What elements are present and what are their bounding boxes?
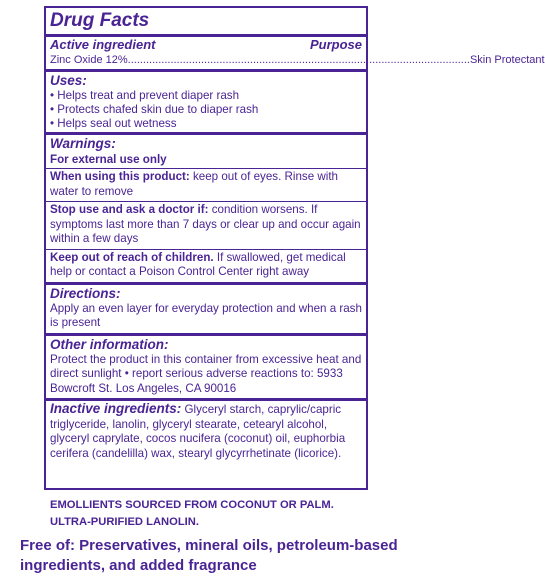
uses-header: Uses: [50, 73, 87, 88]
uses-item: • Helps seal out wetness [50, 117, 177, 130]
external-use-note: For external use only [50, 153, 167, 166]
uses-item: • Helps treat and prevent diaper rash [50, 89, 240, 102]
uses-section [46, 72, 366, 135]
drug-facts-title: Drug Facts [50, 10, 150, 31]
keep-out-section [46, 250, 366, 285]
keep-out-text: If swallowed, get medical help or contact a Poison Control Center right away [50, 250, 346, 278]
when-using-paragraph [50, 170, 362, 199]
dot-leader: ................................................................................................................ [127, 54, 470, 66]
purpose-header: Purpose [309, 37, 362, 52]
stop-use-label: Stop use and ask a doctor if: [50, 203, 209, 216]
active-ingredient-header-row [50, 37, 362, 53]
when-using-text: keep out of eyes. Rinse with water to remove [50, 170, 338, 198]
free-of-statement: Free of: Preservatives, mineral oils, petroleum-based ingredients, and added fragrance [20, 537, 398, 574]
keep-out-label: Keep out of reach of children. [50, 250, 214, 264]
directions-section [46, 285, 366, 336]
warnings-header-section [46, 135, 366, 169]
warnings-header: Warnings: [50, 136, 116, 151]
directions-text: Apply an even layer for everyday protection and when a rash is present [50, 301, 362, 329]
other-information-text: Protect the product in this container from excessive heat and direct sunlight • report serious adverse reactions to: 5933 Bowcroft St. Los Angeles, CA 90016 [50, 352, 362, 395]
keep-out-paragraph [50, 251, 362, 280]
stop-use-text: condition worsens. If symptoms last more than 7 days or clear up and occur again within a few days [50, 203, 361, 245]
emollients-line: ULTRA-PURIFIED LANOLIN. [50, 516, 199, 528]
other-information-header: Other information: [50, 336, 169, 352]
drug-facts-title-section [46, 8, 366, 37]
ingredient-name: Zinc Oxide 12% [50, 54, 128, 66]
active-ingredient-section [46, 37, 545, 72]
stop-use-paragraph [50, 203, 362, 247]
inactive-ingredients-label: Inactive ingredients: [50, 401, 182, 416]
directions-header: Directions: [50, 285, 121, 301]
inactive-ingredients-text: Glyceryl starch, caprylic/capric triglyceride, lanolin, glyceryl stearate, cetearyl alcohol, glyceryl caprylate, cocos nucifera (coconut) oil, euphorbia cerifera (candelilla) wax, stearyl glycyrrhetinate (licorice). [50, 403, 346, 460]
inactive-ingredients-section [46, 401, 366, 461]
drug-facts-panel [44, 6, 545, 490]
uses-item: • Protects chafed skin due to diaper rash [50, 103, 259, 116]
active-ingredient-row [50, 53, 545, 67]
ingredient-purpose: Skin Protectant [469, 54, 545, 66]
other-information-section [46, 336, 366, 402]
active-ingredient-header: Active ingredient [50, 37, 156, 52]
when-using-label: When using this product: [50, 170, 190, 183]
emollients-note [50, 497, 380, 531]
inactive-ingredients-paragraph [50, 402, 362, 461]
stop-use-section [46, 202, 366, 250]
when-using-section [46, 169, 366, 202]
emollients-line: EMOLLIENTS SOURCED FROM COCONUT OR PALM. [50, 499, 334, 511]
